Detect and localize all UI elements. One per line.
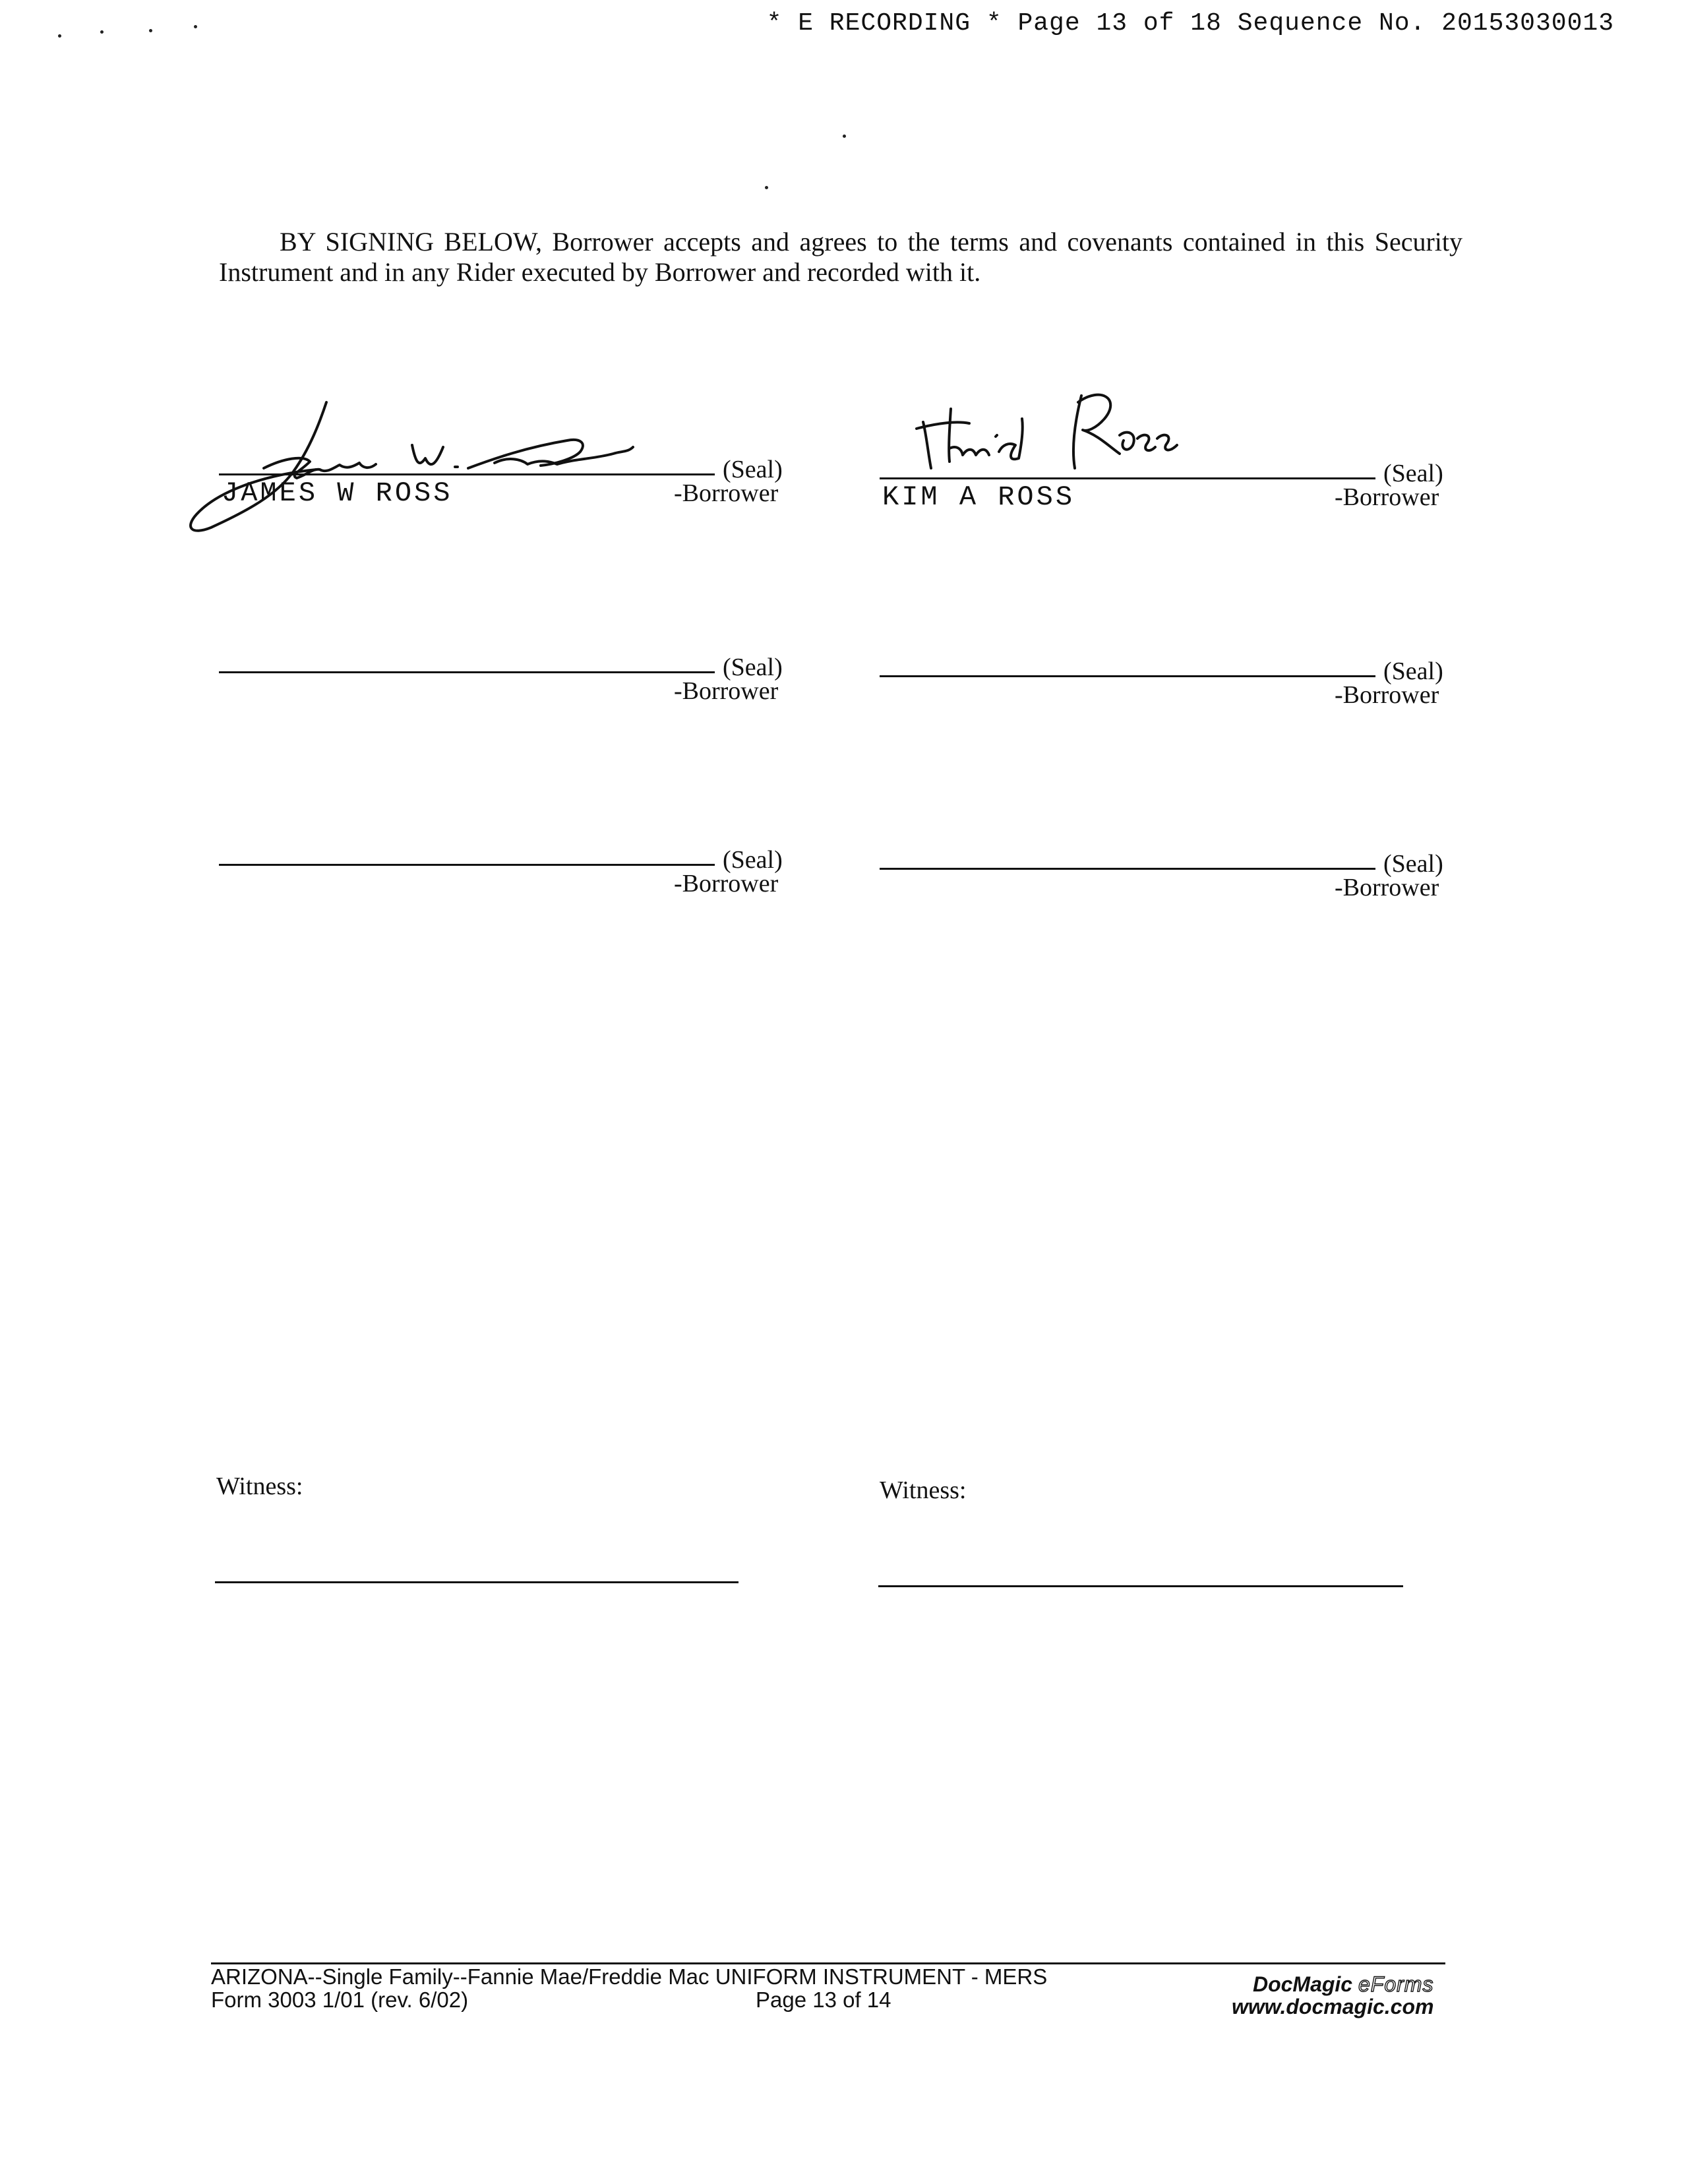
borrower-label: -Borrower	[1335, 681, 1439, 709]
scan-speck	[58, 34, 61, 38]
recording-header: * E RECORDING * Page 13 of 18 Sequence No. 20153030013	[766, 9, 1614, 38]
seal-label: (Seal)	[723, 456, 783, 483]
scan-speck	[843, 135, 846, 138]
scan-speck	[149, 29, 152, 32]
signature-line	[880, 477, 1375, 479]
form-title: ARIZONA--Single Family--Fannie Mae/Freddie Mac UNIFORM INSTRUMENT - MERS	[211, 1964, 1048, 1989]
footer-form-info	[211, 1965, 1047, 2011]
seal-label: (Seal)	[1383, 850, 1443, 878]
brand-eforms-logo: eForms	[1358, 1972, 1434, 1996]
seal-label: (Seal)	[1383, 460, 1443, 487]
seal-label: (Seal)	[723, 653, 783, 681]
borrower-name: JAMES W ROSS	[222, 477, 453, 509]
witness-label-left: Witness:	[216, 1472, 303, 1500]
signature-line	[880, 868, 1375, 870]
james-ross-signature	[185, 396, 659, 541]
kim-ross-signature	[910, 382, 1187, 481]
scan-speck	[765, 186, 768, 189]
docmagic-brand	[1232, 1973, 1433, 2018]
witness-signature-line-right	[878, 1585, 1403, 1587]
signing-statement: BY SIGNING BELOW, Borrower accepts and agrees to the terms and covenants contained in this Security Instrument and in any Rider executed by Borrower and recorded with it.	[219, 227, 1462, 287]
borrower-label: -Borrower	[674, 479, 779, 507]
seal-label: (Seal)	[1383, 657, 1443, 685]
scan-speck	[194, 25, 197, 28]
borrower-label: -Borrower	[1335, 483, 1439, 511]
scan-speck	[100, 30, 104, 34]
signature-line	[880, 675, 1375, 677]
borrower-label: -Borrower	[1335, 874, 1439, 901]
signature-line	[219, 671, 715, 673]
brand-name: DocMagic	[1252, 1972, 1353, 1996]
seal-label: (Seal)	[723, 846, 783, 874]
form-number: Form 3003 1/01 (rev. 6/02)	[211, 1987, 469, 2012]
borrower-label: -Borrower	[674, 677, 779, 705]
signature-line	[219, 473, 715, 475]
borrower-name: KIM A ROSS	[882, 481, 1075, 513]
witness-signature-line-left	[215, 1581, 738, 1583]
witness-label-right: Witness:	[880, 1476, 967, 1504]
brand-url: www.docmagic.com	[1232, 1995, 1434, 2018]
borrower-label: -Borrower	[674, 870, 779, 897]
footer-page-number: Page 13 of 14	[756, 1987, 891, 2012]
signature-line	[219, 864, 715, 866]
